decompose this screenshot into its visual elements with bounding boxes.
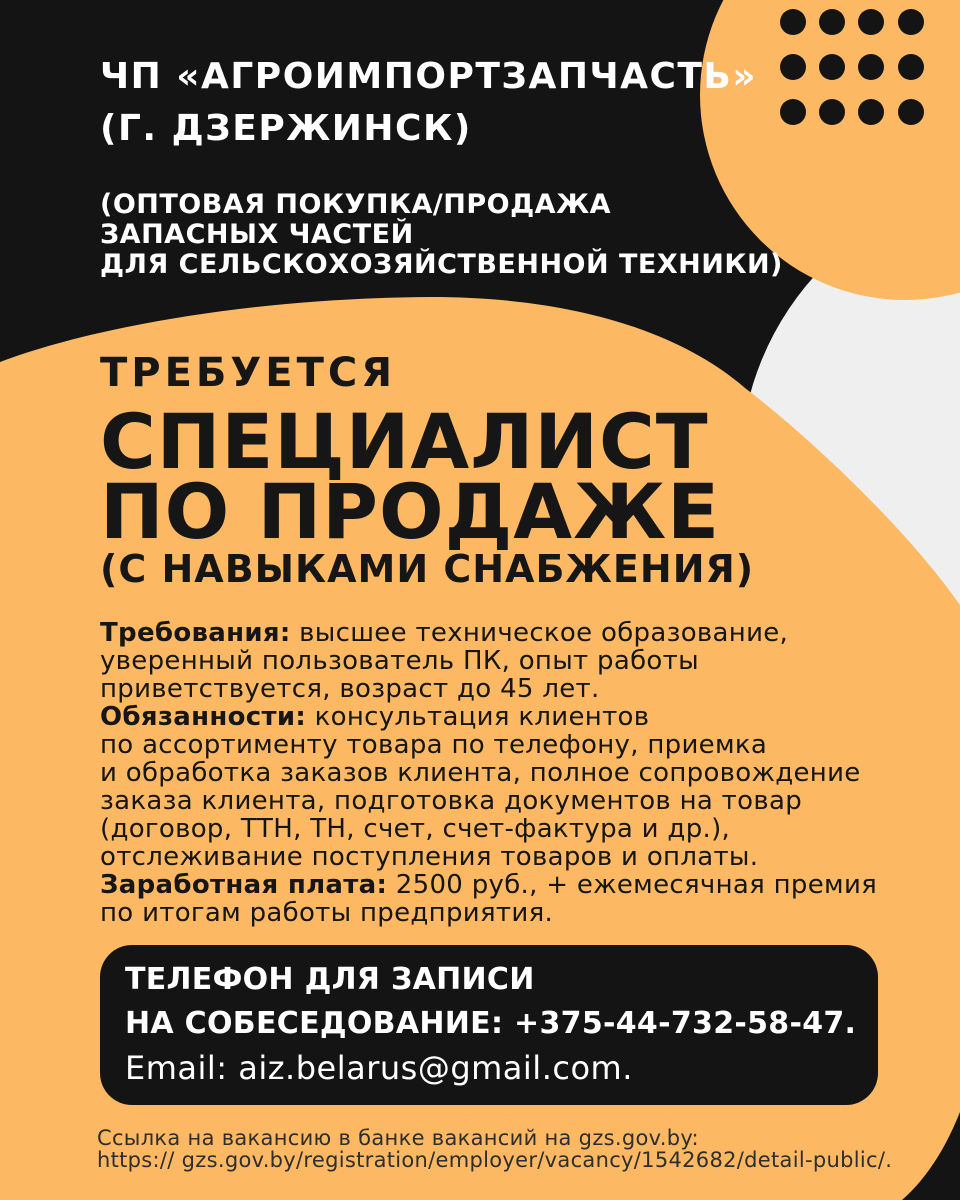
- decor-dot: [858, 9, 884, 35]
- decor-dot: [858, 99, 884, 125]
- vacancy-link-caption: Ссылка на вакансию в банке вакансий на gzs.gov.by:: [97, 1126, 699, 1150]
- contact-heading: ТЕЛЕФОН ДЛЯ ЗАПИСИ: [125, 962, 535, 997]
- decor-dot: [780, 9, 806, 35]
- decor-dot: [898, 9, 924, 35]
- interview-phone-line: [125, 1002, 856, 1046]
- salary-line: по итогам работы предприятия.: [100, 898, 554, 928]
- requirements-label: Требования:: [100, 618, 291, 648]
- decor-dot: [858, 54, 884, 80]
- duties-line: [100, 703, 877, 731]
- requirements-line: [100, 619, 877, 647]
- decor-dot: [780, 99, 806, 125]
- vacancy-title-line: СПЕЦИАЛИСТ: [100, 397, 709, 486]
- duties-line: (договор, ТТН, ТН, счет, счет-фактура и др.),: [100, 814, 731, 844]
- duties-line: по ассортименту товара по телефону, приемка: [100, 730, 768, 760]
- email-address: aiz.belarus@gmail.com.: [238, 1049, 633, 1087]
- decor-dot: [780, 54, 806, 80]
- requirements-line: уверенный пользователь ПК, опыт работы: [100, 646, 699, 676]
- contact-box: [100, 945, 878, 1105]
- email-line: [125, 1046, 633, 1090]
- decor-dot: [819, 54, 845, 80]
- interview-label: НА СОБЕСЕДОВАНИЕ:: [125, 1006, 504, 1041]
- duties-line: отслеживание поступления товаров и оплаты.: [100, 842, 759, 872]
- decor-dot: [819, 99, 845, 125]
- vacancy-title-line: ПО ПРОДАЖЕ: [100, 467, 721, 556]
- duties-line: и обработка заказов клиента, полное сопровождение: [100, 758, 861, 788]
- company-heading: [100, 51, 757, 155]
- company-activity: [100, 190, 783, 280]
- activity-line: (ОПТОВАЯ ПОКУПКА/ПРОДАЖА: [100, 189, 612, 220]
- vacancy-required-label: ТРЕБУЕТСЯ: [100, 350, 397, 396]
- requirements-text: высшее техническое образование,: [299, 618, 789, 648]
- salary-text: 2500 руб., + ежемесячная премия: [395, 870, 878, 900]
- email-label: Email:: [125, 1049, 228, 1087]
- company-city: (Г. ДЗЕРЖИНСК): [100, 108, 472, 149]
- vacancy-link-note: [97, 1127, 892, 1171]
- salary-line: [100, 871, 877, 899]
- company-name: ЧП «АГРОИМПОРТЗАПЧАСТЬ»: [100, 56, 758, 97]
- vacancy-details: [100, 619, 877, 927]
- duties-label: Обязанности:: [100, 702, 307, 732]
- decor-dot: [898, 54, 924, 80]
- vacancy-subtitle: (С НАВЫКАМИ СНАБЖЕНИЯ): [100, 547, 755, 591]
- duties-text: консультация клиентов: [314, 702, 650, 732]
- duties-line: заказа клиента, подготовка документов на товар: [100, 786, 802, 816]
- decor-dot: [898, 99, 924, 125]
- requirements-line: приветствуется, возраст до 45 лет.: [100, 674, 600, 704]
- vacancy-title: [100, 397, 721, 556]
- decor-dot: [819, 9, 845, 35]
- activity-line: ДЛЯ СЕЛЬСКОХОЗЯЙСТВЕННОЙ ТЕХНИКИ): [100, 249, 783, 280]
- activity-line: ЗАПАСНЫХ ЧАСТЕЙ: [100, 219, 414, 250]
- vacancy-url: https:// gzs.gov.by/registration/employer/vacancy/1542682/detail-public/.: [97, 1148, 893, 1172]
- salary-label: Заработная плата:: [100, 870, 388, 900]
- phone-number: +375-44-732-58-47.: [514, 1006, 857, 1041]
